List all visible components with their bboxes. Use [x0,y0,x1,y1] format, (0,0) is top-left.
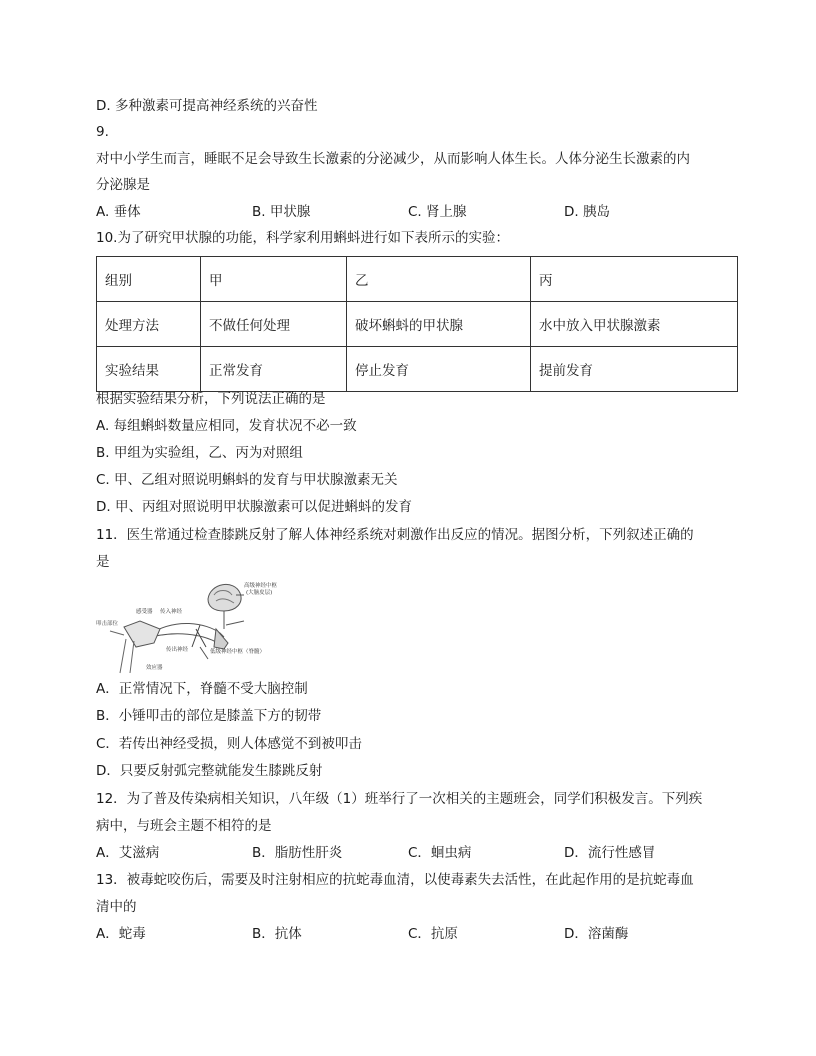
q12-option-d: D．流行性感冒 [564,845,656,861]
q13-option-c: C．抗原 [408,926,458,942]
table-cell: 丙 [531,257,738,302]
q11-option-b: B．小锤叩击的部位是膝盖下方的韧带 [96,708,322,724]
q10-option-a: A. 每组蝌蚪数量应相同，发育状况不必一致 [96,418,357,434]
q13-option-a: A．蛇毒 [96,926,146,942]
q10-option-d: D. 甲、丙组对照说明甲状腺激素可以促进蝌蚪的发育 [96,499,412,515]
label-cortex: (大脑皮层) [246,590,273,596]
q13-stem: 13．被毒蛇咬伤后，需要及时注射相应的抗蛇毒血清，以使毒素失去活性，在此起作用的是抗蛇毒血 [96,872,694,888]
table-cell: 组别 [97,257,201,302]
table-cell: 处理方法 [97,302,201,347]
q12-option-b: B．脂肪性肝炎 [252,845,343,861]
q9-stem: 对中小学生而言，睡眠不足会导致生长激素的分泌减少，从而影响人体生长。人体分泌生长激素的内 [96,151,690,167]
label-spinal: 低级神经中枢（脊髓） [210,649,266,655]
q11-option-c: C．若传出神经受损，则人体感觉不到被叩击 [96,736,362,752]
label-efferent: 传出神经 [166,647,189,653]
q9-number: 9. [96,124,109,140]
table-cell: 实验结果 [97,347,201,392]
label-strike: 叩击部位 [96,621,119,627]
q10-option-c: C. 甲、乙组对照说明蝌蚪的发育与甲状腺激素无关 [96,472,398,488]
table-cell: 甲 [201,257,347,302]
q11-stem-cont: 是 [96,554,110,570]
label-higher-center: 高级神经中枢 [244,583,278,589]
q11-option-a: A．正常情况下，脊髓不受大脑控制 [96,681,308,697]
table-cell: 破坏蝌蚪的甲状腺 [347,302,531,347]
label-receptor: 感受器 [136,609,153,615]
q9-stem-cont: 分泌腺是 [96,177,150,193]
table-cell: 正常发育 [201,347,347,392]
table-cell: 不做任何处理 [201,302,347,347]
q13-option-b: B．抗体 [252,926,302,942]
q9-option-b: B. 甲状腺 [252,204,311,220]
table-cell: 乙 [347,257,531,302]
knee-jerk-reflex-figure [96,577,336,675]
q11-option-d: D．只要反射弧完整就能发生膝跳反射 [96,763,323,779]
table-cell: 停止发育 [347,347,531,392]
table-row [97,302,738,347]
label-effector: 效应器 [146,665,163,671]
q11-stem: 11．医生常通过检查膝跳反射了解人体神经系统对刺激作出反应的情况。据图分析，下列叙述正确的 [96,527,694,543]
table-cell: 水中放入甲状腺激素 [531,302,738,347]
experiment-table [96,256,738,392]
q13-stem-cont: 清中的 [96,899,137,915]
q12-stem-cont: 病中，与班会主题不相符的是 [96,818,272,834]
q8-option-d: D. 多种激素可提高神经系统的兴奋性 [96,98,318,114]
q12-option-c: C．蛔虫病 [408,845,472,861]
table-cell: 提前发育 [531,347,738,392]
q9-option-d: D. 胰岛 [564,204,610,220]
q9-option-a: A. 垂体 [96,204,141,220]
q10-stem: 10.为了研究甲状腺的功能，科学家利用蝌蚪进行如下表所示的实验： [96,230,509,246]
label-afferent: 传入神经 [160,609,183,615]
q10-option-b: B. 甲组为实验组，乙、丙为对照组 [96,445,303,461]
table-row [97,257,738,302]
q12-option-a: A．艾滋病 [96,845,160,861]
q13-option-d: D．溶菌酶 [564,926,629,942]
table-row [97,347,738,392]
q10-question: 根据实验结果分析，下列说法正确的是 [96,391,326,407]
q12-stem: 12．为了普及传染病相关知识，八年级（1）班举行了一次相关的主题班会，同学们积极发言。下列疾 [96,791,703,807]
q9-option-c: C. 肾上腺 [408,204,467,220]
